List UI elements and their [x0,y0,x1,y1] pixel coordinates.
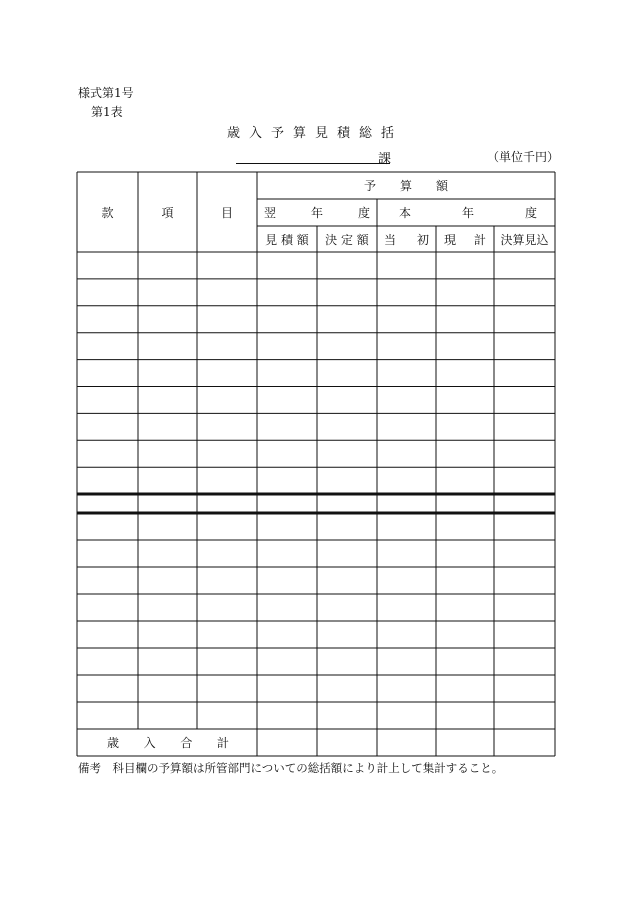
current-char-1: 現 [444,232,457,247]
next-year-char-3: 度 [357,206,370,220]
total-char-2: 入 [143,736,156,750]
table-number: 第1表 [91,105,123,119]
header-estimate: 見 積 額 [265,232,309,247]
header-settlement-forecast: 決算見込 [500,232,549,247]
this-year-char-1: 本 [399,206,412,220]
initial-char-2: 初 [416,232,429,247]
remark-note: 備考 科目欄の予算額は所管部門についての総括額により計上して集計すること。 [78,761,504,775]
header-kou: 項 [161,205,174,220]
this-year-char-2: 年 [461,206,474,220]
total-char-1: 歳 [107,736,120,750]
header-decided: 決 定 額 [325,232,369,247]
document-title: 歳入予算見積総括 [226,126,403,141]
next-year-char-1: 翌 [264,206,277,220]
current-char-2: 計 [473,232,486,247]
header-kan: 款 [101,205,114,220]
header-initial [377,226,436,252]
unit-note: （単位千円） [487,150,560,164]
header-current-total [436,226,494,252]
next-year-char-2: 年 [310,206,323,220]
total-row-label [77,729,257,756]
total-char-4: 計 [216,736,229,750]
form-number: 様式第1号 [78,86,134,100]
department-suffix: 課 [378,152,392,167]
header-current-fiscal-year [377,199,555,226]
header-moku: 目 [220,205,233,220]
header-next-fiscal-year [257,199,377,226]
this-year-char-3: 度 [524,206,537,220]
total-char-3: 合 [180,736,193,750]
header-budget-amount: 予 算 額 [363,179,448,193]
initial-char-1: 当 [384,232,397,247]
